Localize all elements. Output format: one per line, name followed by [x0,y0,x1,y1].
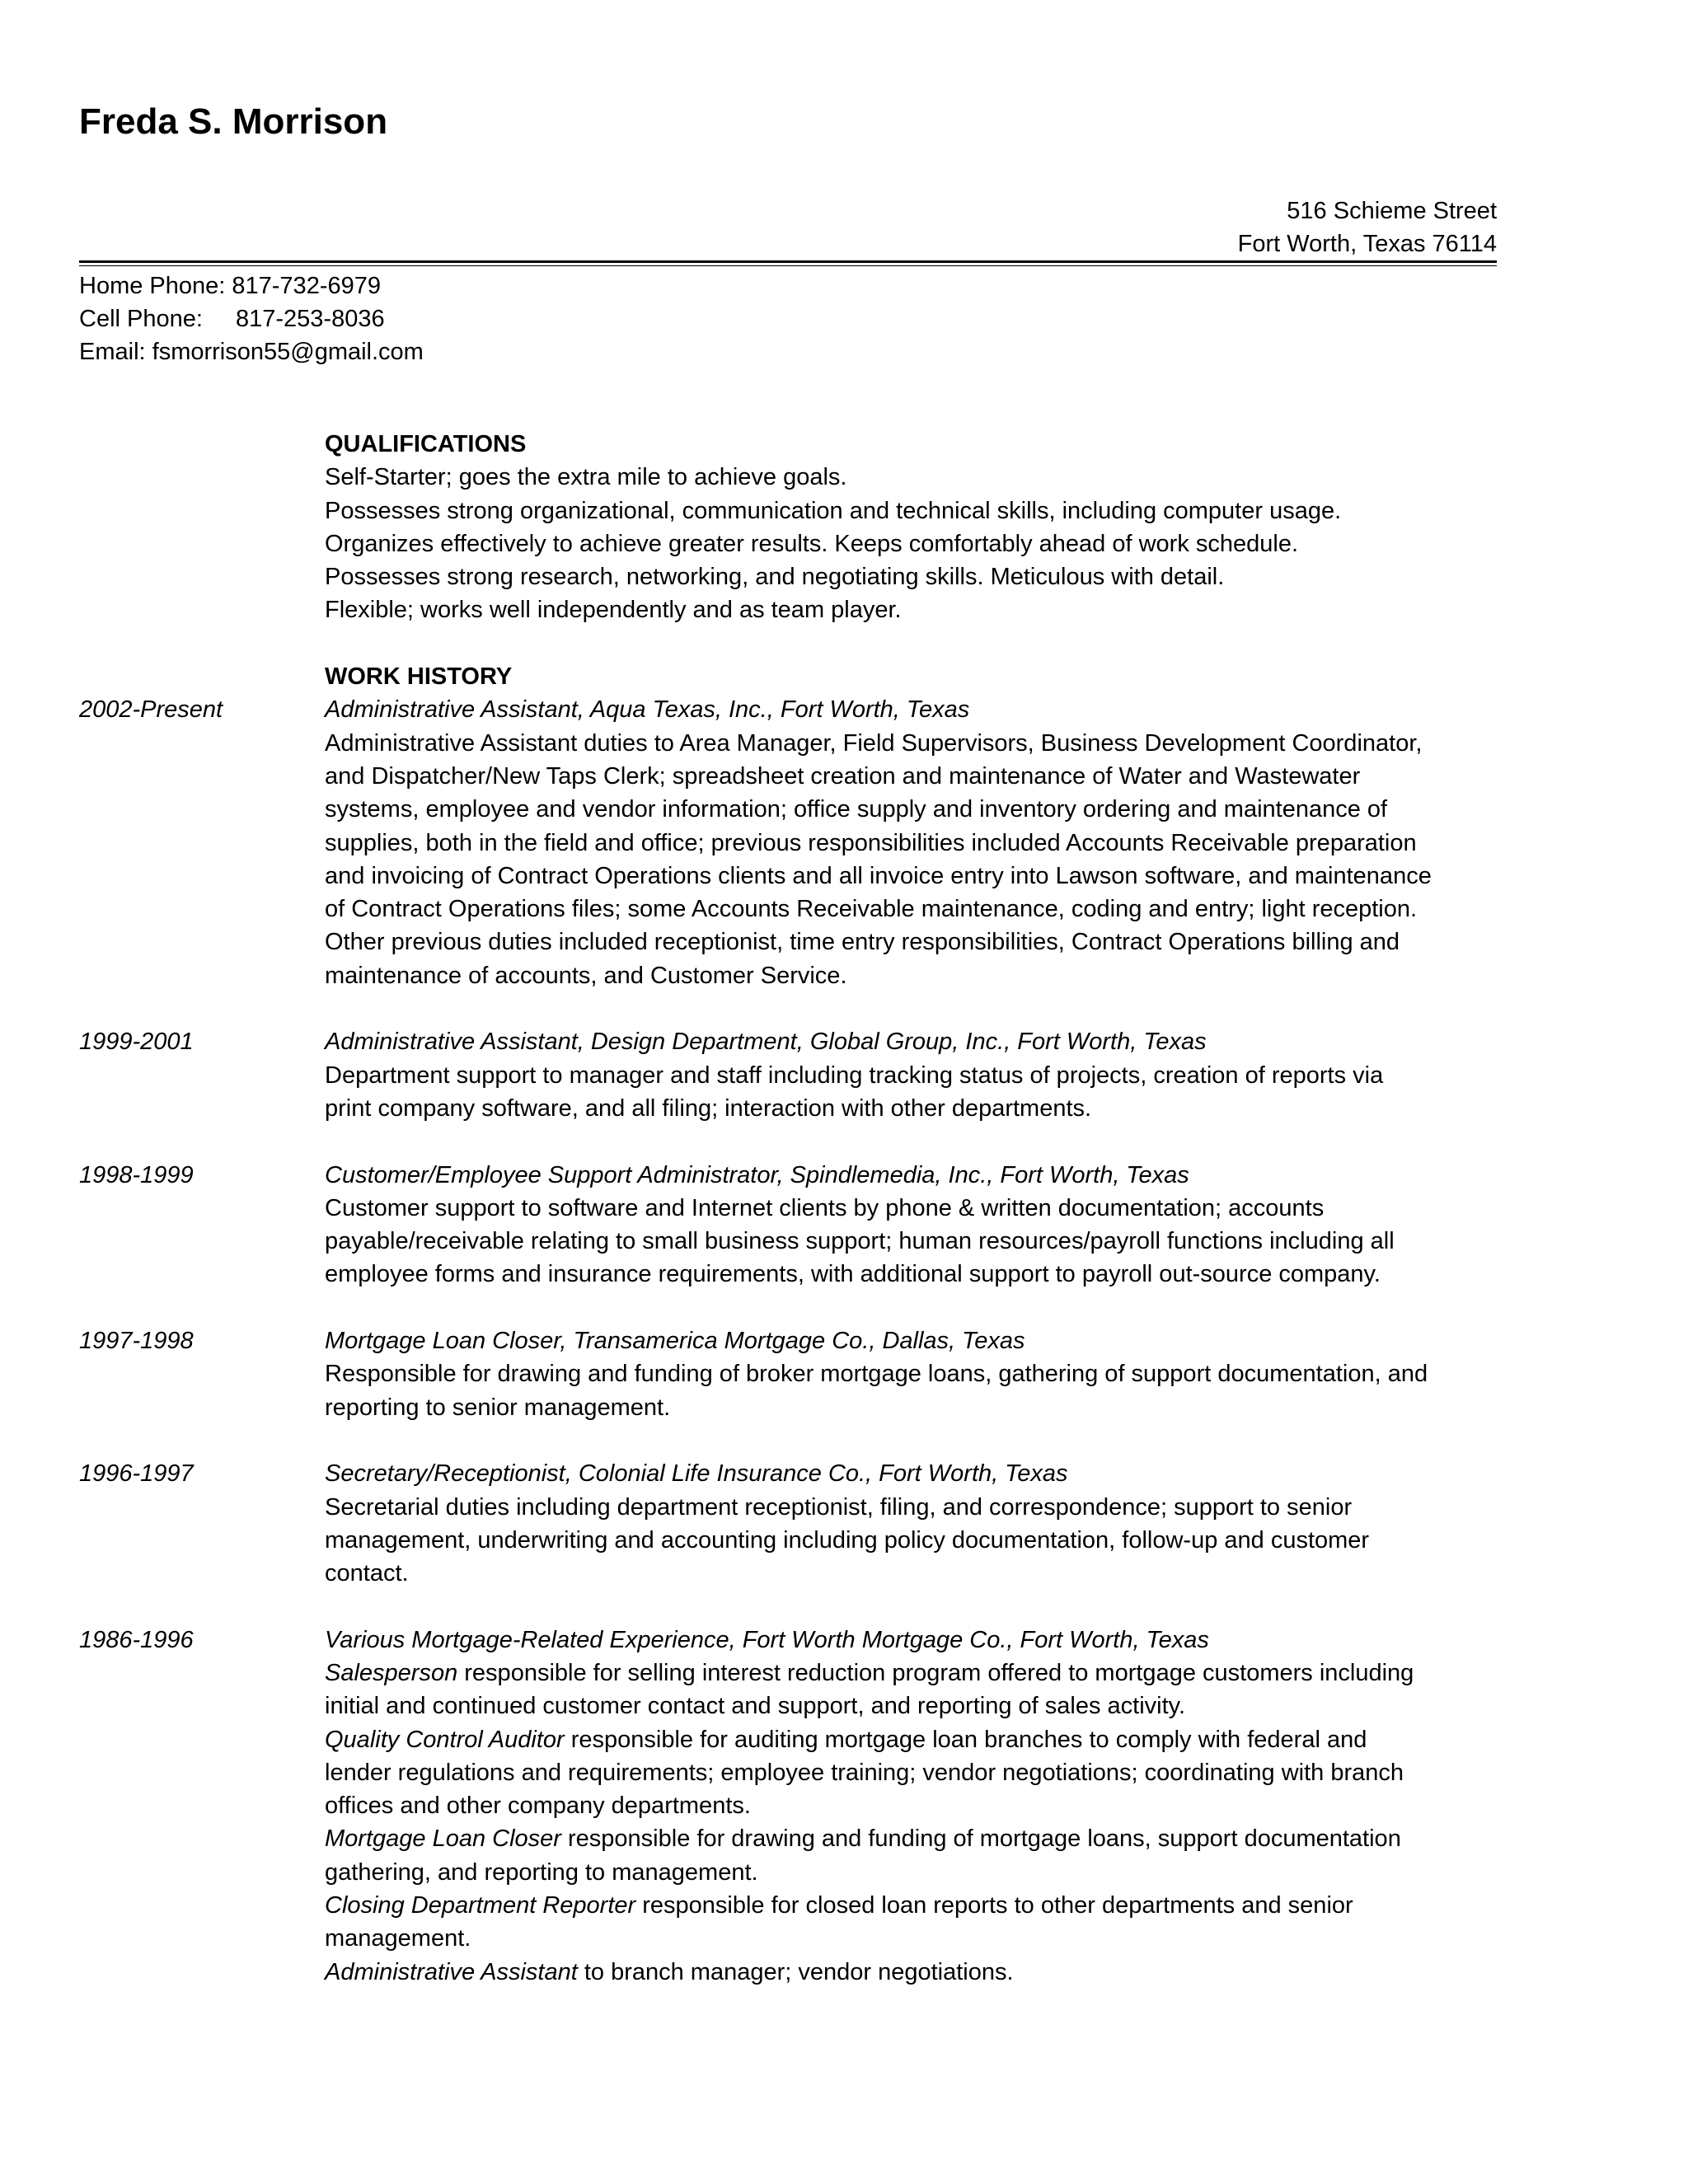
role-name: Salesperson [325,1659,458,1686]
job-dates: 2002-Present [79,696,223,724]
address-city: Fort Worth, Texas 76114 [1237,231,1497,257]
job-description-line: Responsible for drawing and funding of broker mortgage loans, gathering of support documentation, and [325,1361,1428,1388]
job-title: Mortgage Loan Closer, Transamerica Mortgage Co., Dallas, Texas [325,1328,1025,1355]
job-dates: 1999-2001 [79,1029,194,1056]
spacer [79,1291,1497,1324]
work-history-heading: WORK HISTORY [325,663,513,691]
role-name: Quality Control Auditor [325,1726,565,1753]
job-description-line: employee forms and insurance requirements, with additional support to payroll out-source company. [325,1261,1381,1288]
job-title: Customer/Employee Support Administrator, Spindlemedia, Inc., Fort Worth, Texas [325,1161,1189,1188]
job-entry [79,1457,1497,1590]
mailing-address [1238,194,1497,260]
job-description-line: systems, employee and vendor information; office supply and inventory ordering and maintenance of [325,796,1388,823]
role-description-line [325,1723,1497,1756]
job-description-line: print company software, and all filing; interaction with other departments. [325,1094,1092,1122]
role-description: to branch manager; vendor negotiations. [577,1958,1014,1985]
job-dates: 1997-1998 [79,1328,194,1355]
job-description-line: maintenance of accounts, and Customer Service. [325,962,847,989]
job-dates: 1998-1999 [79,1161,194,1188]
role-name: Closing Department Reporter [325,1892,636,1919]
spacer [79,992,1497,1025]
role-description-line: lender regulations and requirements; employee training; vendor negotiations; coordinating with branch [325,1759,1404,1786]
role-name: Mortgage Loan Closer [325,1825,561,1853]
cell-phone-row [79,302,424,335]
spacer [79,1590,1497,1623]
home-phone-row [79,269,424,302]
qualification-item: Possesses strong research, networking, and negotiating skills. Meticulous with detail. [325,564,1225,591]
role-name: Administrative Assistant [325,1958,578,1985]
role-description-line: gathering, and reporting to management. [325,1858,758,1886]
job-entry [79,1624,1497,1989]
job-entry [79,1324,1497,1424]
job-description-line: Other previous duties included receptionist, time entry responsibilities, Contract Operations billing and [325,929,1400,956]
spacer [79,627,1497,660]
role-description: responsible for auditing mortgage loan branches to comply with federal and [564,1726,1367,1753]
job-description-line: and Dispatcher/New Taps Clerk; spreadsheet creation and maintenance of Water and Wastewater [325,762,1361,790]
job-description-line: payable/receivable relating to small business support; human resources/payroll functions including all [325,1228,1395,1255]
home-phone-value: 817-732-6979 [232,273,381,299]
qualification-item: Self-Starter; goes the extra mile to achieve goals. [325,464,847,491]
role-description: responsible for drawing and funding of mortgage loans, support documentation [560,1825,1401,1853]
job-description-line: Department support to manager and staff including tracking status of projects, creation of reports via [325,1062,1384,1089]
job-description-line: reporting to senior management. [325,1394,671,1421]
resume-name: Freda S. Morrison [79,101,388,142]
job-roles [325,1657,1497,1989]
qualification-item: Possesses strong organizational, communication and technical skills, including computer usage. [325,497,1342,524]
role-description-line [325,1956,1497,1989]
role-description-line: management. [325,1925,471,1952]
job-description-line: Customer support to software and Internet clients by phone & written documentation; accounts [325,1194,1325,1221]
job-description-line: of Contract Operations files; some Accounts Receivable maintenance, coding and entry; light reception. [325,896,1418,923]
job-description-line: supplies, both in the field and office; previous responsibilities included Accounts Receivable preparation [325,829,1417,856]
header-divider [79,260,1497,266]
role-description-line: offices and other company departments. [325,1793,751,1820]
job-entry [79,693,1497,992]
qualifications-section [79,428,1497,627]
resume-body [79,428,1497,1989]
role-description-line [325,1822,1497,1855]
email-row [79,335,424,368]
job-entry [79,1159,1497,1291]
email-label: Email: [79,339,146,365]
qualifications-heading: QUALIFICATIONS [325,431,527,457]
work-history-list [79,693,1497,1623]
role-description: responsible for selling interest reduction program offered to mortgage customers including [457,1659,1414,1686]
job-title: Various Mortgage-Related Experience, Fort Worth Mortgage Co., Fort Worth, Texas [325,1626,1209,1653]
job-title: Administrative Assistant, Design Department, Global Group, Inc., Fort Worth, Texas [325,1029,1207,1056]
work-history-heading-row [79,660,1497,693]
job-entry [79,1025,1497,1125]
address-street: 516 Schieme Street [1287,198,1497,224]
job-description-line: and invoicing of Contract Operations clients and all invoice entry into Lawson software, and maintenance [325,862,1432,889]
job-dates: 1986-1996 [79,1626,194,1653]
role-description-line [325,1657,1497,1690]
spacer [79,1125,1497,1158]
contact-info [79,269,424,368]
resume-page [79,0,1497,2184]
job-description-line: contact. [325,1560,409,1587]
job-dates: 1996-1997 [79,1460,194,1488]
job-description-line: management, underwriting and accounting including policy documentation, follow-up and customer [325,1526,1370,1554]
job-title: Administrative Assistant, Aqua Texas, Inc., Fort Worth, Texas [325,696,970,724]
email-value[interactable]: fsmorrison55@gmail.com [152,339,424,365]
job-description-line: Administrative Assistant duties to Area Manager, Field Supervisors, Business Development Coordinator, [325,729,1423,757]
role-description-line: initial and continued customer contact and support, and reporting of sales activity. [325,1693,1186,1720]
cell-phone-label: Cell Phone: [79,306,203,332]
job-description-line: Secretarial duties including department receptionist, filing, and correspondence; support to senior [325,1493,1353,1521]
cell-phone-value: 817-253-8036 [236,306,385,332]
qualification-item: Flexible; works well independently and as team player. [325,597,902,624]
qualification-item: Organizes effectively to achieve greater results. Keeps comfortably ahead of work schedule. [325,530,1299,557]
role-description: responsible for closed loan reports to other departments and senior [635,1892,1353,1919]
job-title: Secretary/Receptionist, Colonial Life Insurance Co., Fort Worth, Texas [325,1460,1068,1488]
role-description-line [325,1889,1497,1922]
home-phone-label: Home Phone: [79,273,226,299]
spacer [79,1424,1497,1457]
